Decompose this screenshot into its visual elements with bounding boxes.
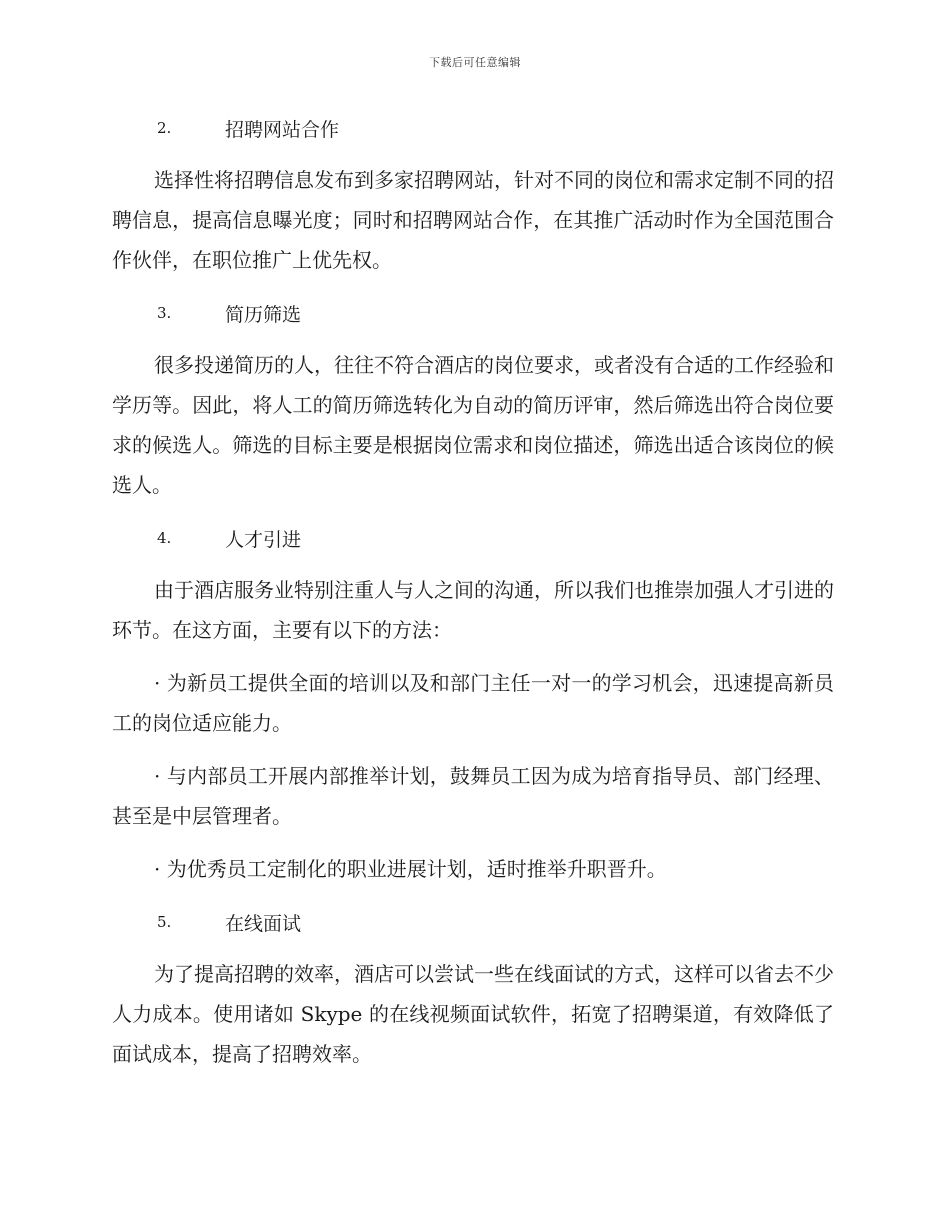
section-title: 招聘网站合作 bbox=[225, 118, 340, 141]
section-title: 人才引进 bbox=[225, 528, 302, 551]
section-number: 5. bbox=[157, 913, 172, 931]
paragraph: 很多投递简历的人，往往不符合酒店的岗位要求，或者没有合适的工作经验和学历等。因此，将人工的简历筛选转化为自动的简历评审，然后筛选出符合岗位要求的候选人。筛选的目标主要是根据岗位需求和岗位描述，筛选出适合该岗位的候选人。 bbox=[112, 353, 834, 497]
paragraph: 选择性将招聘信息发布到多家招聘网站，针对不同的岗位和需求定制不同的招聘信息，提高信息曝光度；同时和招聘网站合作，在其推广活动时作为全国范围合作伙伴，在职位推广上优先权。 bbox=[112, 168, 834, 272]
section-number: 4. bbox=[157, 529, 172, 547]
section-heading bbox=[112, 902, 834, 942]
bullet-item: · 为优秀员工定制化的职业进展计划，适时推举升职晋升。 bbox=[154, 857, 667, 881]
document-body bbox=[112, 108, 834, 1087]
section-heading bbox=[112, 518, 834, 558]
bullet-item: · 为新员工提供全面的培训以及和部门主任一对一的学习机会，迅速提高新员工的岗位适应能力。 bbox=[112, 671, 834, 735]
section-heading bbox=[112, 108, 834, 148]
section-number: 2. bbox=[157, 119, 172, 137]
paragraph: 为了提高招聘的效率，酒店可以尝试一些在线面试的方式，这样可以省去不少人力成本。使用诸如 Skype 的在线视频面试软件，拓宽了招聘渠道，有效降低了面试成本，提高了招聘效率。 bbox=[112, 962, 834, 1066]
section-heading bbox=[112, 293, 834, 333]
paragraph: 由于酒店服务业特别注重人与人之间的沟通，所以我们也推崇加强人才引进的环节。在这方面，主要有以下的方法： bbox=[112, 578, 834, 642]
bullet-item: · 与内部员工开展内部推举计划，鼓舞员工因为成为培育指导员、部门经理、甚至是中层管理者。 bbox=[112, 764, 834, 828]
section-title: 在线面试 bbox=[225, 912, 302, 935]
page-header: 下载后可任意编辑 bbox=[429, 56, 521, 69]
section-title: 简历筛选 bbox=[225, 303, 302, 326]
section-number: 3. bbox=[157, 304, 172, 322]
